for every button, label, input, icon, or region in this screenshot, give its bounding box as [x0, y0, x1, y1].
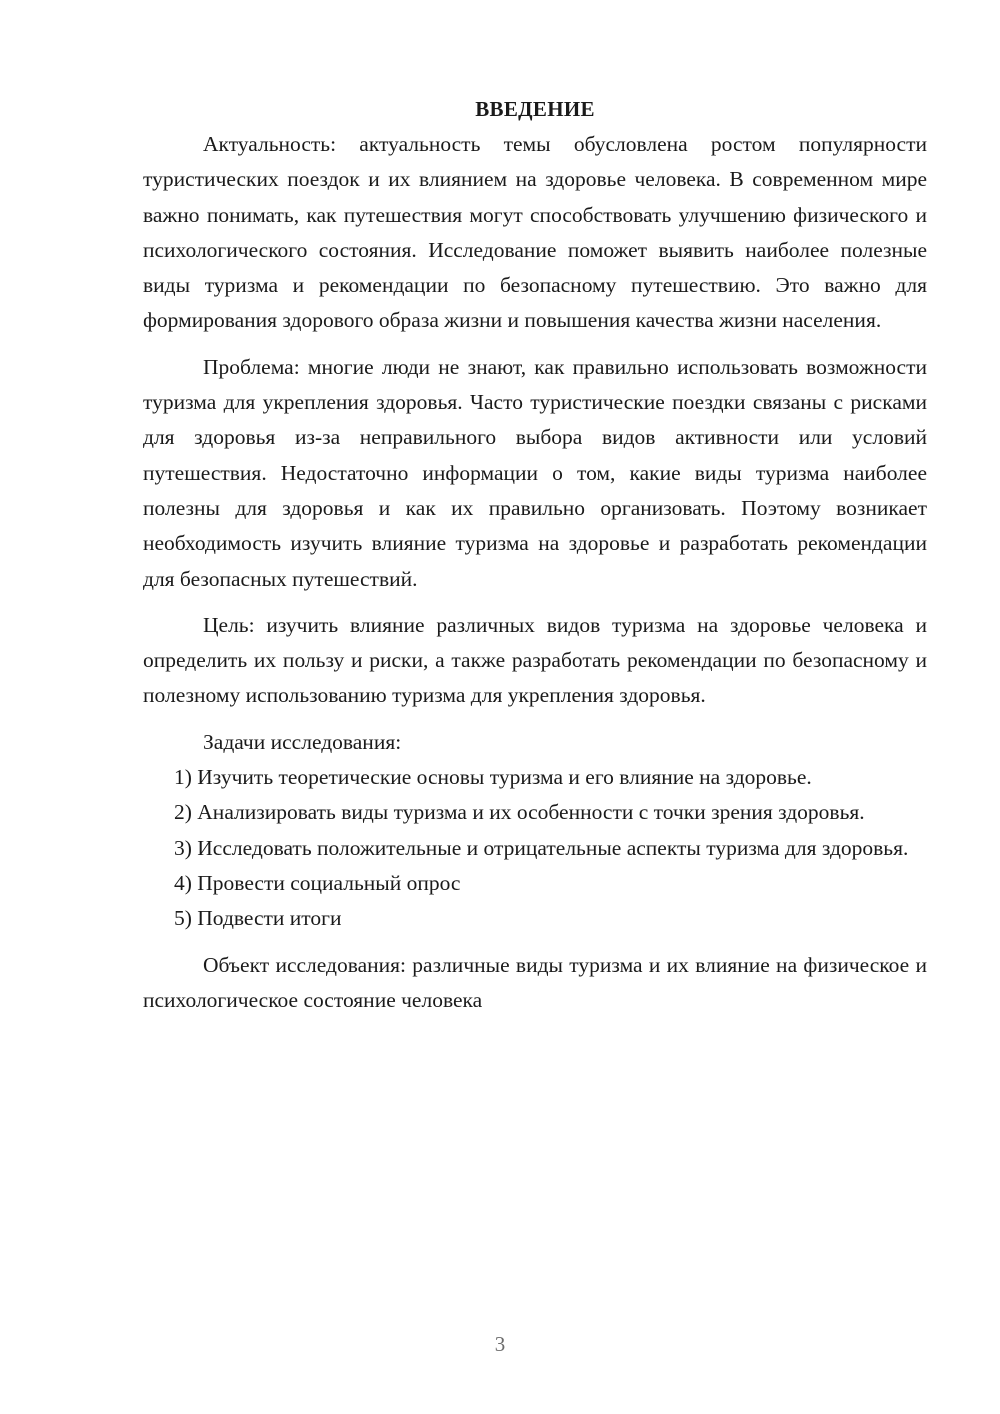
task-item-1: 1) Изучить теоретические основы туризма и его влияние на здоровье.: [174, 765, 812, 790]
paragraph-goal: Цель: изучить влияние различных видов туризма на здоровье человека и определить их пользу и риски, а также разработать рекомендации по безопасному и полезному использованию туризма для укрепления здоровья.: [143, 612, 927, 708]
paragraph-problem: Проблема: многие люди не знают, как правильно использовать возможности туризма для укрепления здоровья. Часто туристические поездки связаны с рисками для здоровья из-за неправильного выбора видов активности или условий путешествия. Недостаточно информации о том, какие виды туризма наиболее полезны для здоровья и как их правильно организовать. Поэтому возникает необходимость изучить влияние туризма на здоровье и разработать рекомендации для безопасных путешествий.: [143, 354, 927, 591]
document-page: [143, 92, 927, 1018]
task-item-5: 5) Подвести итоги: [174, 906, 342, 931]
page-number: 3: [494, 1332, 506, 1356]
section-heading: ВВЕДЕНИЕ: [475, 97, 595, 121]
paragraph-object: Объект исследования: различные виды туризма и их влияние на физическое и психологическое состояние человека: [143, 952, 927, 1012]
task-item-3: 3) Исследовать положительные и отрицательные аспекты туризма для здоровья.: [174, 835, 909, 860]
task-item-4: 4) Провести социальный опрос: [174, 870, 461, 895]
tasks-heading: Задачи исследования:: [203, 729, 402, 754]
paragraph-relevance: Актуальность: актуальность темы обусловлена ростом популярности туристических поездок и их влиянием на здоровье человека. В современном мире важно понимать, как путешествия могут способствовать улучшению физического и психологического состояния. Исследование поможет выявить наиболее полезные виды туризма и рекомендации по безопасному путешествию. Это важно для формирования здорового образа жизни и повышения качества жизни населения.: [143, 132, 927, 333]
task-item-2: 2) Анализировать виды туризма и их особенности с точки зрения здоровья.: [174, 800, 865, 825]
